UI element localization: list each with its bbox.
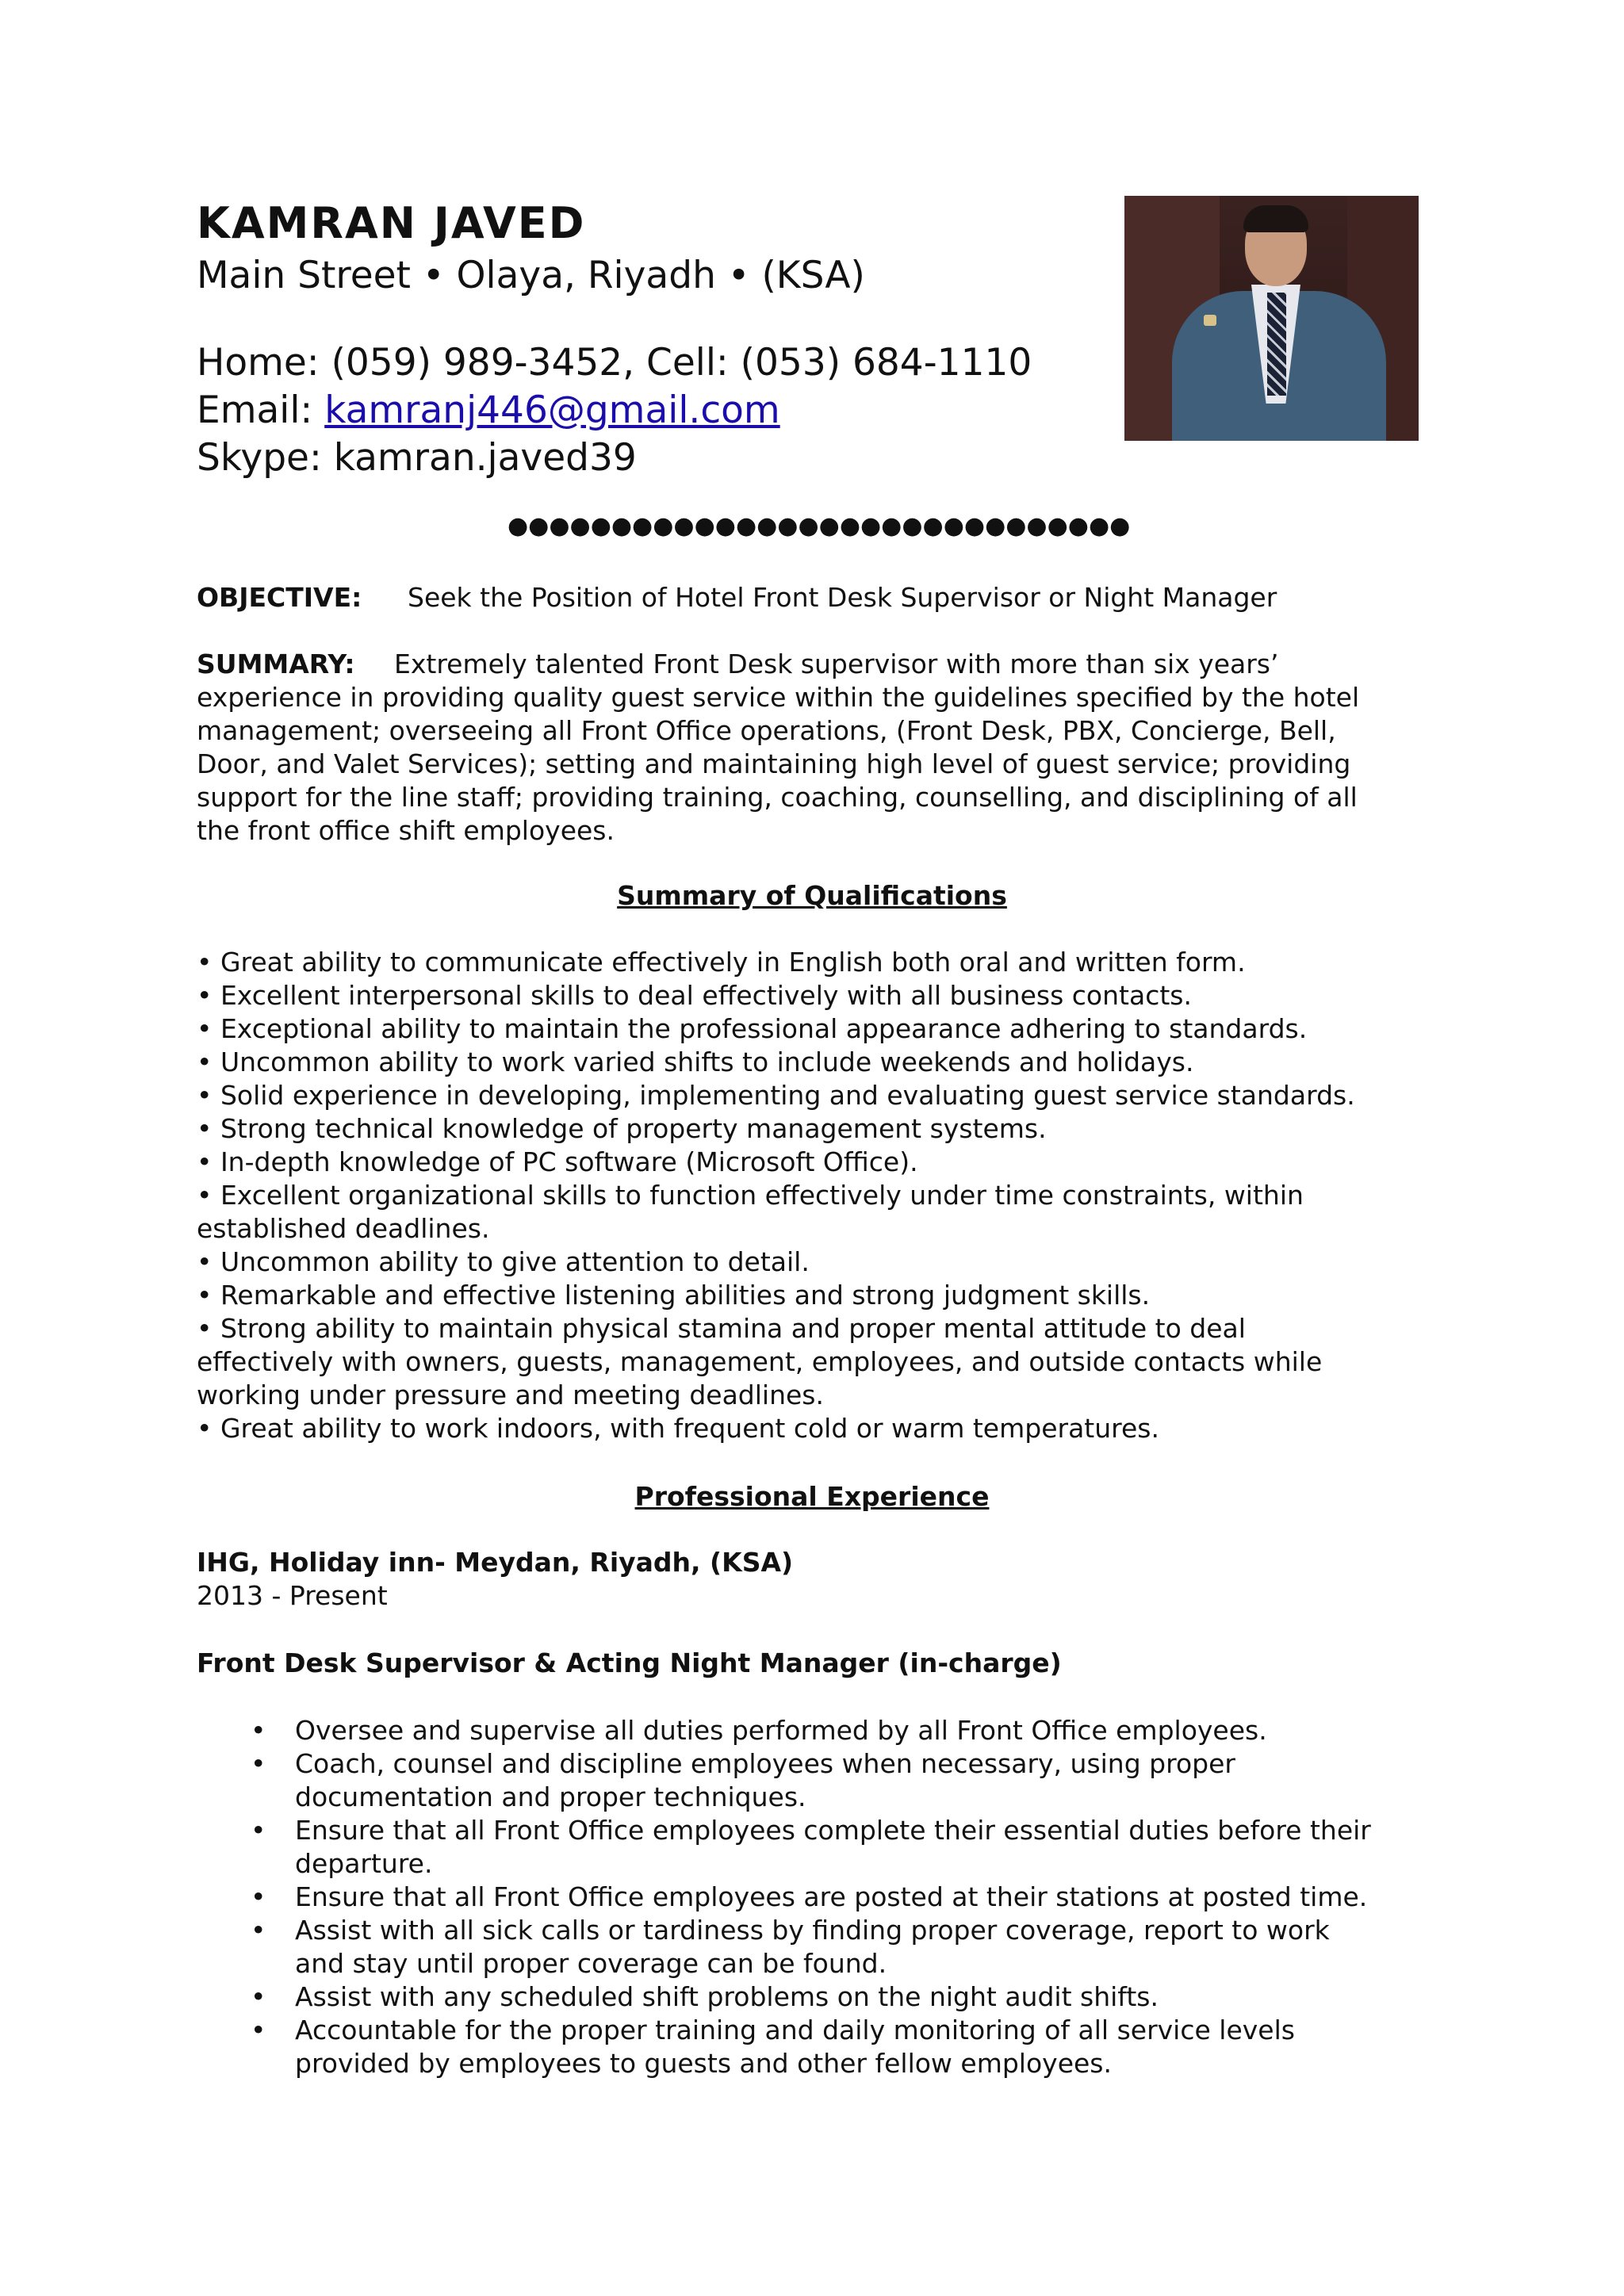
email-link[interactable]: kamranj446@gmail.com — [324, 388, 780, 432]
bullet: • — [251, 1748, 266, 1779]
summary-line: Door, and Valet Services); setting and maintaining high level of guest service; providing — [197, 748, 1351, 779]
duty-text-continued: and stay until proper coverage can be found. — [295, 1948, 887, 1979]
list-item: • Excellent organizational skills to function effectively under time constraints, within — [197, 1180, 1304, 1211]
duty-text: Ensure that all Front Office employees are posted at their stations at posted time. — [295, 1881, 1368, 1912]
skype-id: Skype: kamran.javed39 — [197, 436, 637, 480]
bullet: • — [251, 1915, 266, 1946]
summary-line: the front office shift employees. — [197, 815, 615, 846]
duty-text: Oversee and supervise all duties performed by all Front Office employees. — [295, 1715, 1267, 1746]
list-item — [197, 1914, 1465, 1980]
duty-text: Accountable for the proper training and daily monitoring of all service levels — [295, 2015, 1295, 2045]
summary-line: management; overseeing all Front Office operations, (Front Desk, PBX, Concierge, Bell, — [197, 715, 1336, 746]
list-item: working under pressure and meeting deadlines. — [197, 1380, 824, 1410]
list-item: • In-depth knowledge of PC software (Microsoft Office). — [197, 1146, 918, 1177]
employment-period: 2013 - Present — [197, 1580, 388, 1611]
phone-numbers: Home: (059) 989-3452, Cell: (053) 684-1110 — [197, 341, 1032, 385]
objective-text: Seek the Position of Hotel Front Desk Supervisor or Night Manager — [408, 582, 1277, 613]
duty-text: Assist with any scheduled shift problems on the night audit shifts. — [295, 1981, 1159, 2012]
list-item — [197, 1814, 1465, 1881]
duty-text: Coach, counsel and discipline employees when necessary, using proper — [295, 1748, 1235, 1779]
list-item — [197, 1881, 1465, 1914]
duty-text-continued: documentation and proper techniques. — [295, 1781, 806, 1812]
summary-line: Extremely talented Front Desk supervisor with more than six years’ — [394, 649, 1279, 679]
objective-label: OBJECTIVE: — [197, 582, 362, 613]
list-item: • Uncommon ability to work varied shifts to include weekends and holidays. — [197, 1047, 1194, 1077]
list-item: • Strong technical knowledge of property management systems. — [197, 1113, 1047, 1144]
summary-line: experience in providing quality guest service within the guidelines specified by the hotel — [197, 682, 1360, 713]
bullet: • — [251, 1881, 266, 1912]
email-line — [197, 387, 780, 434]
list-item: • Remarkable and effective listening abilities and strong judgment skills. — [197, 1280, 1151, 1311]
employer: IHG, Holiday inn- Meydan, Riyadh, (KSA) — [197, 1547, 794, 1578]
qualifications-heading: Summary of Qualifications — [617, 880, 1007, 911]
list-item: • Great ability to communicate effectively in English both oral and written form. — [197, 947, 1246, 978]
duty-text-continued: departure. — [295, 1848, 433, 1879]
duties-list — [197, 1714, 1465, 2080]
duty-text-continued: provided by employees to guests and other fellow employees. — [295, 2048, 1112, 2079]
list-item: effectively with owners, guests, management, employees, and outside contacts while — [197, 1346, 1323, 1377]
candidate-name: KAMRAN JAVED — [197, 198, 586, 248]
list-item: • Solid experience in developing, implementing and evaluating guest service standards. — [197, 1080, 1355, 1111]
list-item — [197, 1980, 1465, 2014]
list-item: • Great ability to work indoors, with frequent cold or warm temperatures. — [197, 1413, 1159, 1444]
bullet: • — [251, 2015, 266, 2045]
list-item: • Strong ability to maintain physical stamina and proper mental attitude to deal — [197, 1313, 1246, 1344]
address: Main Street • Olaya, Riyadh • (KSA) — [197, 254, 865, 297]
list-item: • Exceptional ability to maintain the professional appearance adhering to standards. — [197, 1013, 1308, 1044]
profile-photo — [1124, 196, 1419, 441]
job-title: Front Desk Supervisor & Acting Night Manager (in-charge) — [197, 1647, 1062, 1678]
list-item — [197, 1714, 1465, 1747]
bullet: • — [251, 1981, 266, 2012]
list-item: established deadlines. — [197, 1213, 490, 1244]
list-item: • Excellent interpersonal skills to deal effectively with all business contacts. — [197, 980, 1192, 1011]
bullet: • — [251, 1715, 266, 1746]
summary-label: SUMMARY: — [197, 649, 355, 679]
list-item: • Uncommon ability to give attention to detail. — [197, 1246, 810, 1277]
email-label: Email: — [197, 388, 325, 432]
bullet: • — [251, 1815, 266, 1846]
list-item — [197, 2014, 1465, 2080]
list-item — [197, 1747, 1465, 1814]
summary-line: support for the line staff; providing training, coaching, counselling, and disciplining of all — [197, 782, 1358, 813]
duty-text: Ensure that all Front Office employees complete their essential duties before their — [295, 1815, 1371, 1846]
section-divider: ●●●●●●●●●●●●●●●●●●●●●●●●●●●●●● — [508, 512, 1131, 540]
duty-text: Assist with all sick calls or tardiness by finding proper coverage, report to work — [295, 1915, 1330, 1946]
qualifications-list — [197, 946, 1434, 1445]
experience-heading: Professional Experience — [634, 1481, 990, 1512]
summary-paragraph — [197, 681, 1434, 848]
